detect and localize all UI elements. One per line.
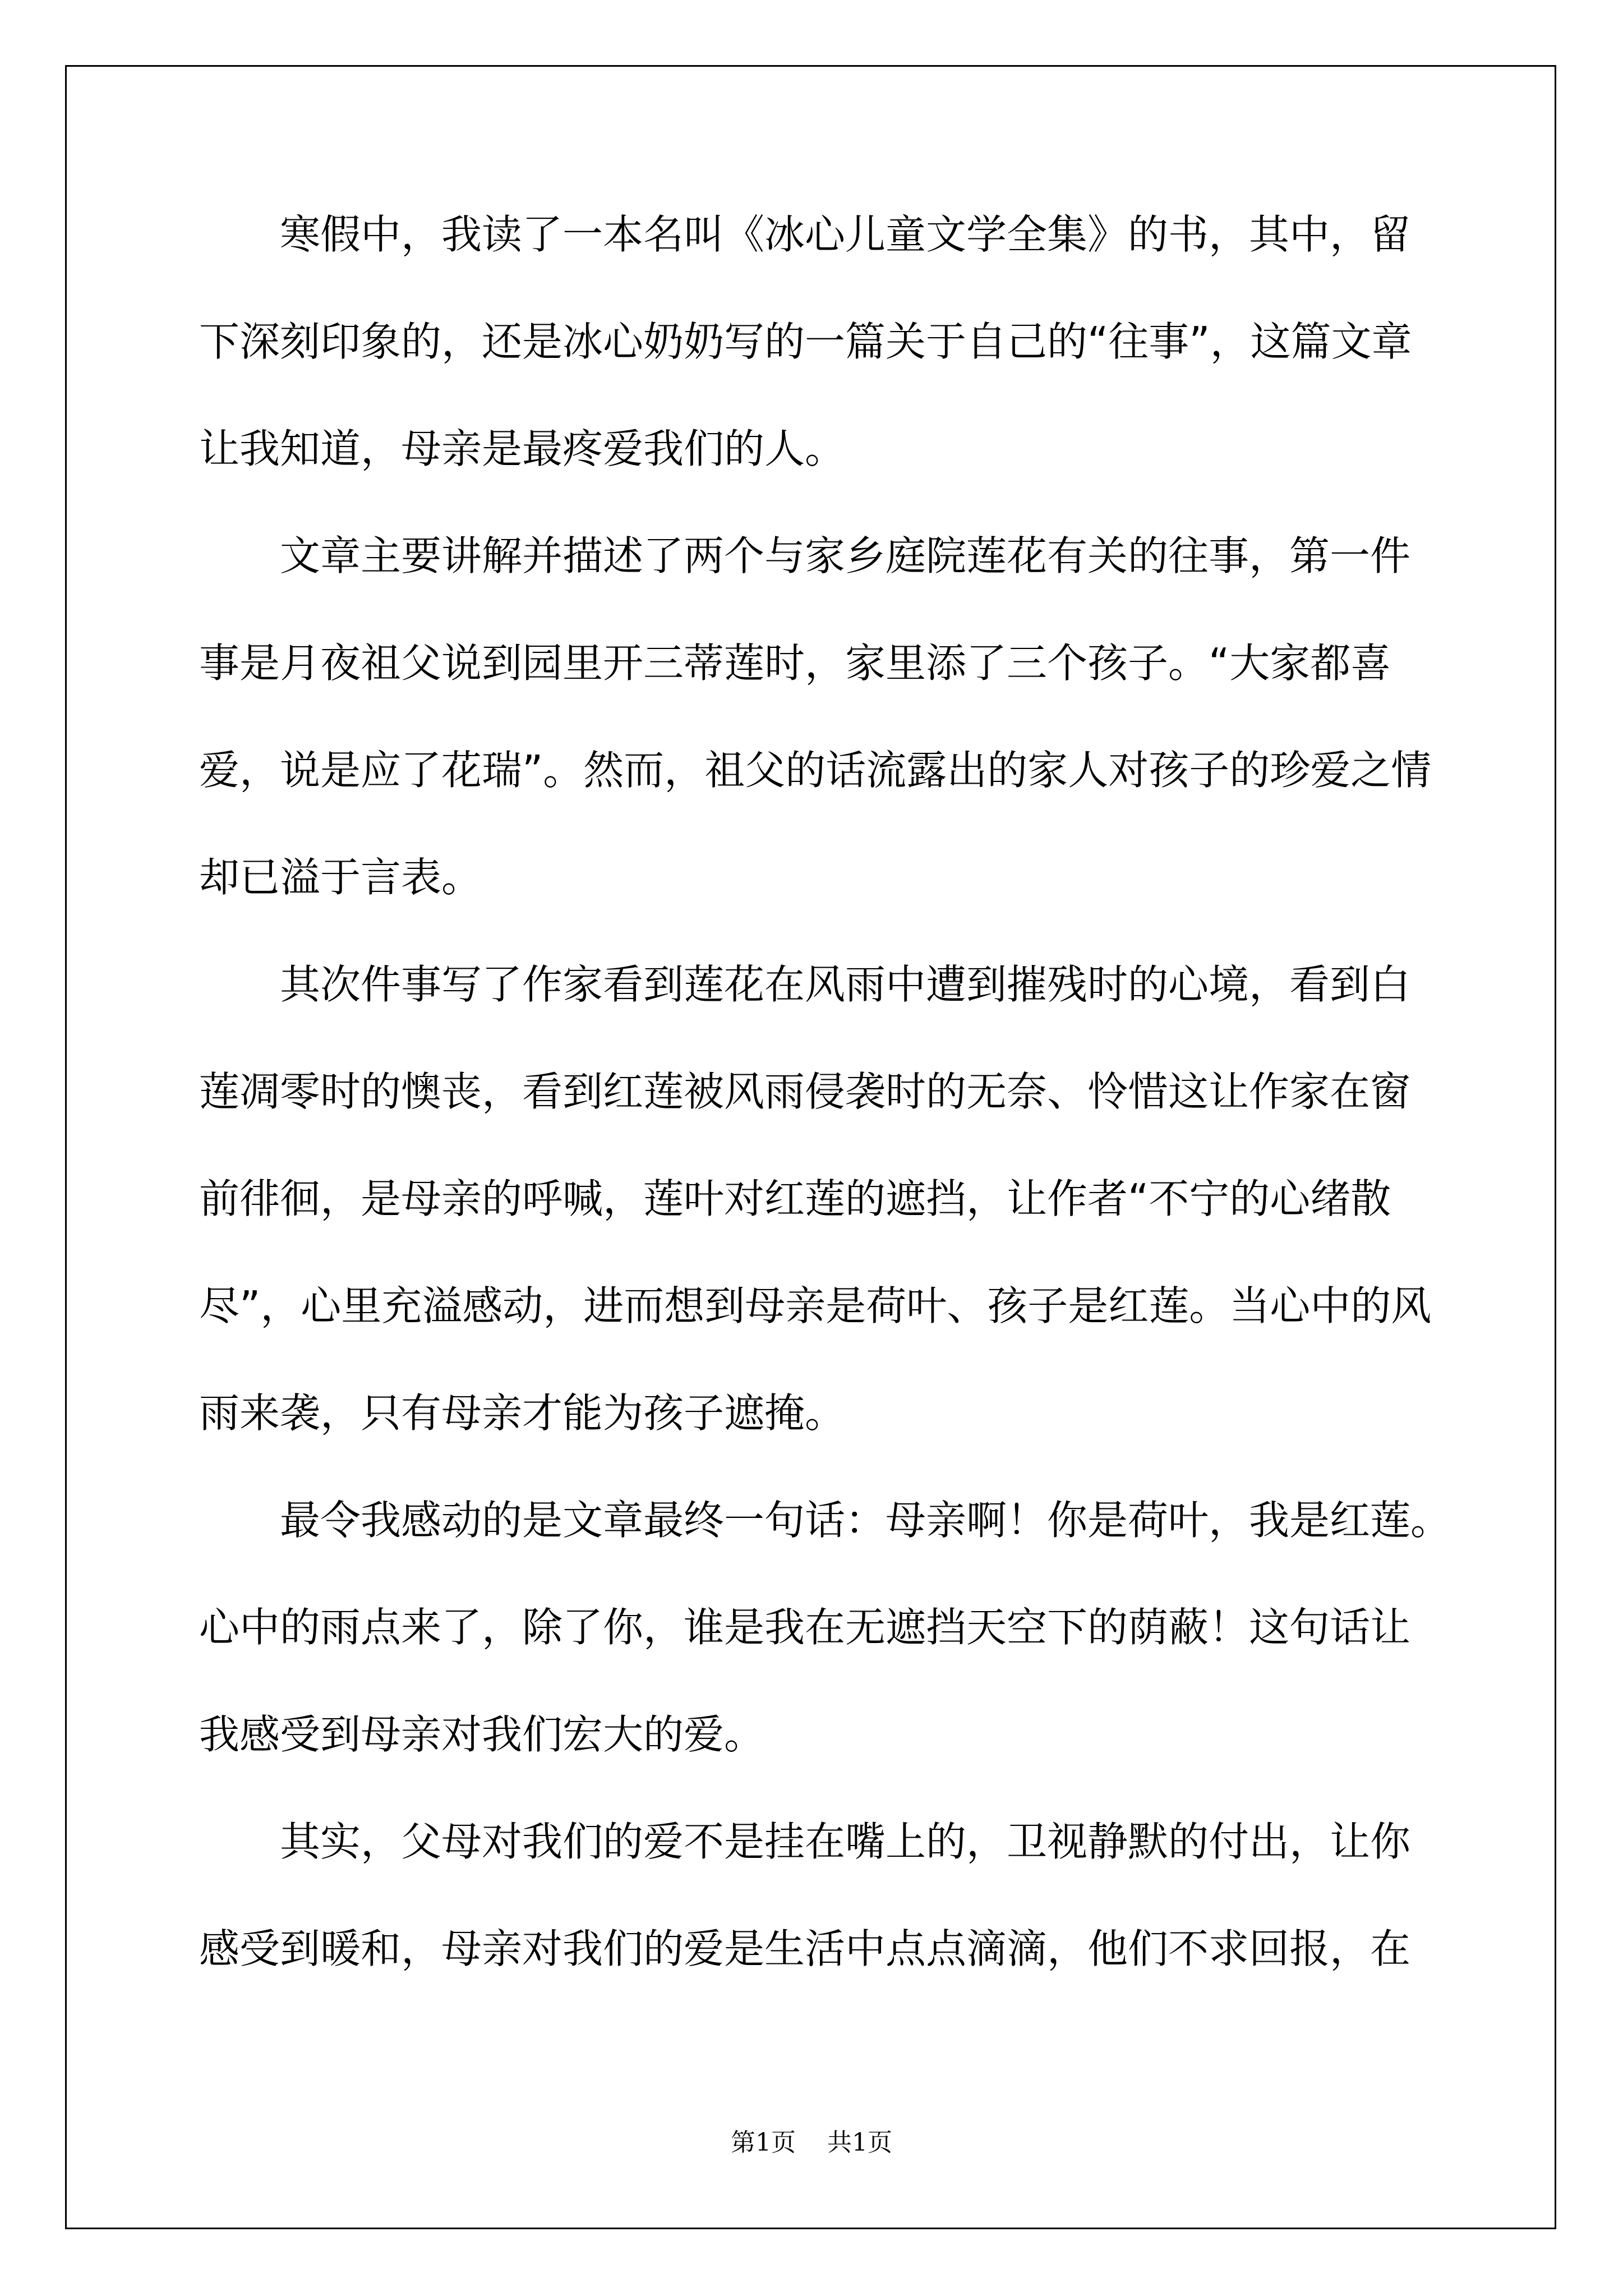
text-line: 下深刻印象的，还是冰心奶奶写的一篇关于自己的“往事”，这篇文章 [199, 318, 1412, 365]
text-line: 爱，说是应了花瑞”。然而，祖父的话流露出的家人对孩子的珍爱之情 [199, 747, 1432, 794]
text-line: 莲凋零时的懊丧，看到红莲被风雨侵袭时的无奈、怜惜这让作家在窗 [199, 1068, 1411, 1115]
document-body [199, 208, 1451, 2029]
text-line: 前徘徊，是母亲的呼喊，莲叶对红莲的遮挡，让作者“不宁的心绪散 [199, 1175, 1391, 1222]
text-line: 让我知道，母亲是最疼爱我们的人。 [199, 425, 846, 472]
text-line: 却已溢于言表。 [199, 854, 482, 901]
text-line: 我感受到母亲对我们宏大的爱。 [199, 1711, 765, 1758]
text-line: 事是月夜祖父说到园里开三蒂莲时，家里添了三个孩子。“大家都喜 [199, 639, 1391, 687]
text-line: 感受到暖和，母亲对我们的爱是生活中点点滴滴，他们不求回报，在 [199, 1925, 1411, 1972]
text-line: 其次件事写了作家看到莲花在风雨中遭到摧残时的心境，看到白 [280, 961, 1411, 1008]
text-line: 心中的雨点来了，除了你，谁是我在无遮挡天空下的荫蔽！这句话让 [199, 1604, 1411, 1651]
text-line: 尽”，心里充溢感动，进而想到母亲是荷叶、孩子是红莲。当心中的风 [199, 1282, 1432, 1329]
text-line: 雨来袭，只有母亲才能为孩子遮掩。 [199, 1389, 846, 1437]
text-line: 寒假中，我读了一本名叫《冰心儿童文学全集》的书，其中，留 [280, 211, 1411, 258]
text-line: 其实，父母对我们的爱不是挂在嘴上的，卫视静默的付出，让你 [280, 1818, 1411, 1865]
text-line: 文章主要讲解并描述了两个与家乡庭院莲花有关的往事，第一件 [280, 532, 1411, 579]
text-line: 最令我感动的是文章最终一句话：母亲啊！你是荷叶，我是红莲。 [280, 1497, 1451, 1544]
page-number-footer: 第1页 共1页 [731, 2128, 892, 2157]
